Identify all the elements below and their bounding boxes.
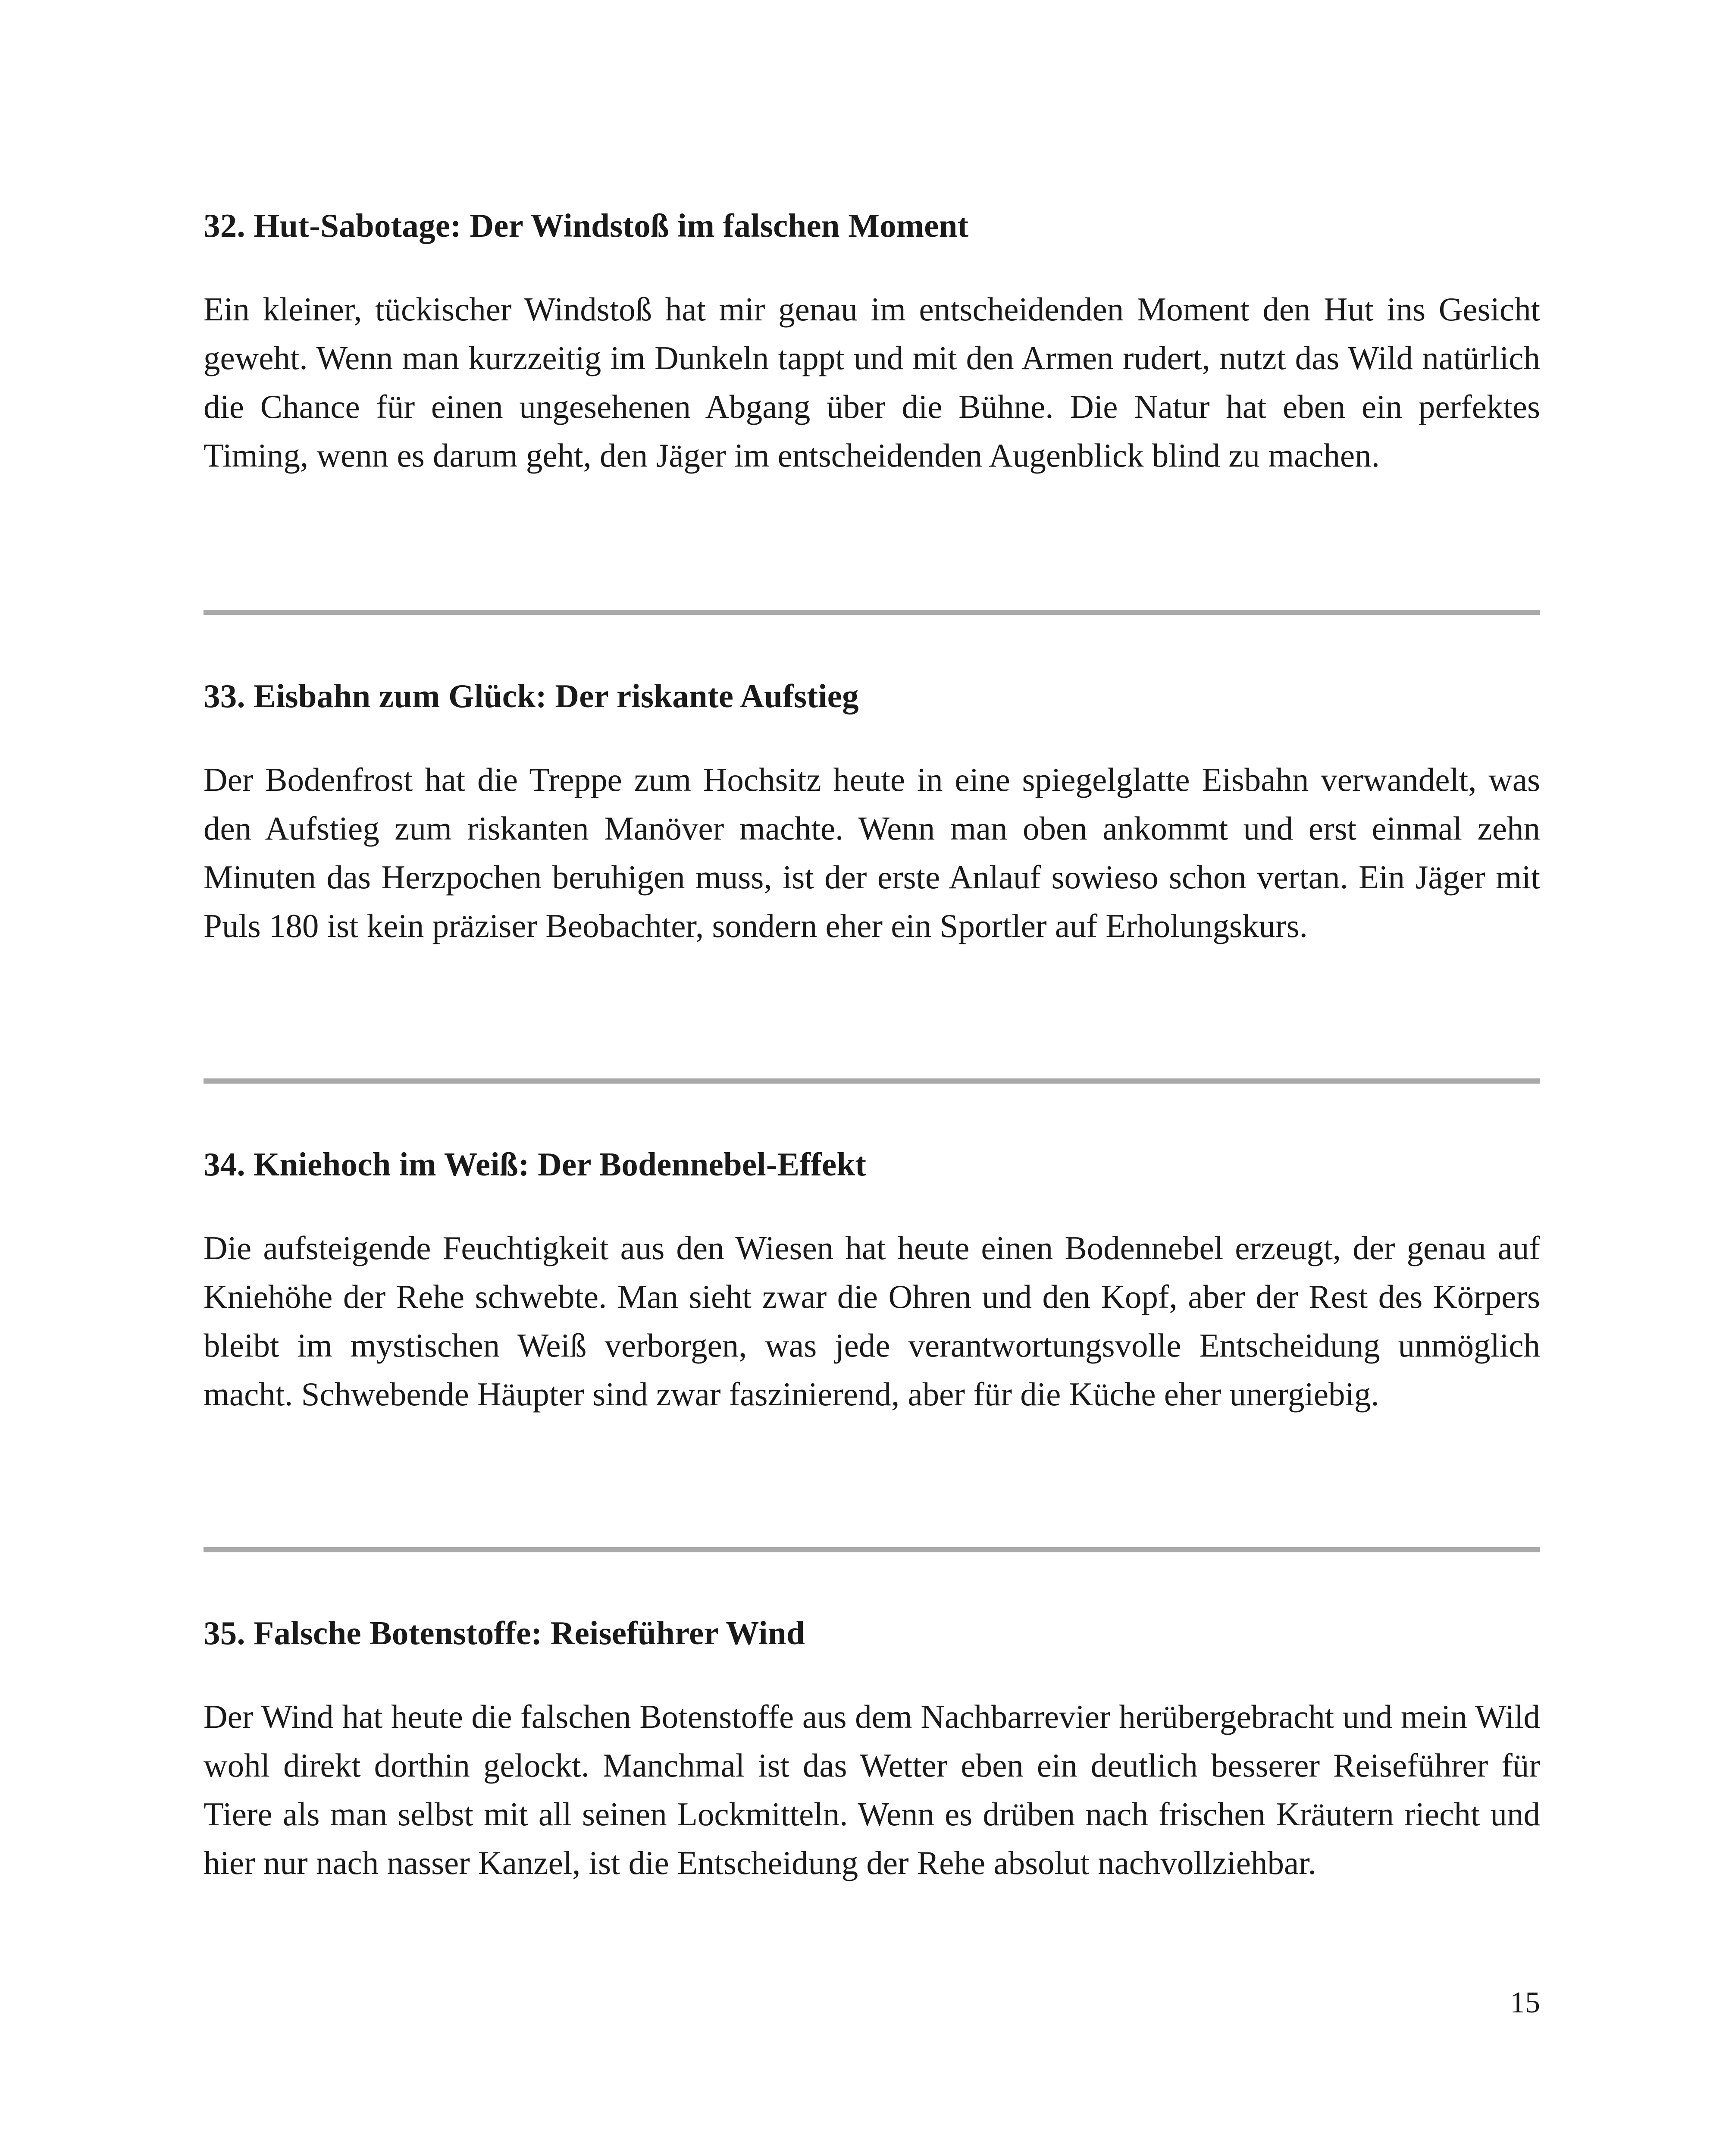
section-heading: 33. Eisbahn zum Glück: Der riskante Aufstieg xyxy=(204,677,859,714)
section-heading: 34. Kniehoch im Weiß: Der Bodennebel-Effekt xyxy=(204,1146,867,1183)
section-32 xyxy=(204,205,1540,480)
section-divider xyxy=(204,1547,1540,1552)
section-body: Ein kleiner, tückischer Windstoß hat mir genau im entscheidenden Moment den Hut ins Gesicht geweht. Wenn man kurzzeitig im Dunkeln tappt und mit den Armen rudert, nutzt das Wild natürlich die Chance für einen ungesehenen Abgang über die Bühne. Die Natur hat eben ein perfektes Timing, wenn es darum geht, den Jäger im entscheidenden Augenblick blind zu machen. xyxy=(204,291,1540,474)
section-body: Die aufsteigende Feuchtigkeit aus den Wiesen hat heute einen Bodennebel erzeugt, der genau auf Kniehöhe der Rehe schwebte. Man sieht zwar die Ohren und den Kopf, aber der Rest des Körpers bleibt im mystischen Weiß verborgen, was jede verantwortungsvolle Entscheidung unmöglich macht. Schwebende Häupter sind zwar faszinierend, aber für die Küche eher unergiebig. xyxy=(204,1229,1540,1413)
section-divider xyxy=(204,610,1540,615)
page-number: 15 xyxy=(1510,1986,1540,2019)
section-35 xyxy=(204,1612,1540,1887)
section-33 xyxy=(204,675,1540,950)
section-heading: 32. Hut-Sabotage: Der Windstoß im falschen Moment xyxy=(204,207,969,244)
section-34 xyxy=(204,1144,1540,1419)
section-body: Der Bodenfrost hat die Treppe zum Hochsitz heute in eine spiegelglatte Eisbahn verwandelt, was den Aufstieg zum riskanten Manöver machte. Wenn man oben ankommt und erst einmal zehn Minuten das Herzpochen beruhigen muss, ist der erste Anlauf sowieso schon vertan. Ein Jäger mit Puls 180 ist kein präziser Beobachter, sondern eher ein Sportler auf Erholungskurs. xyxy=(204,761,1540,944)
section-body: Der Wind hat heute die falschen Botenstoffe aus dem Nachbarrevier herübergebracht und mein Wild wohl direkt dorthin gelockt. Manchmal ist das Wetter eben ein deutlich besserer Reiseführer für Tiere als man selbst mit all seinen Lockmitteln. Wenn es drüben nach frischen Kräutern riecht und hier nur nach nasser Kanzel, ist die Entscheidung der Rehe absolut nachvollziehbar. xyxy=(204,1698,1540,1881)
section-divider xyxy=(204,1078,1540,1084)
section-heading: 35. Falsche Botenstoffe: Reiseführer Wind xyxy=(204,1614,805,1651)
